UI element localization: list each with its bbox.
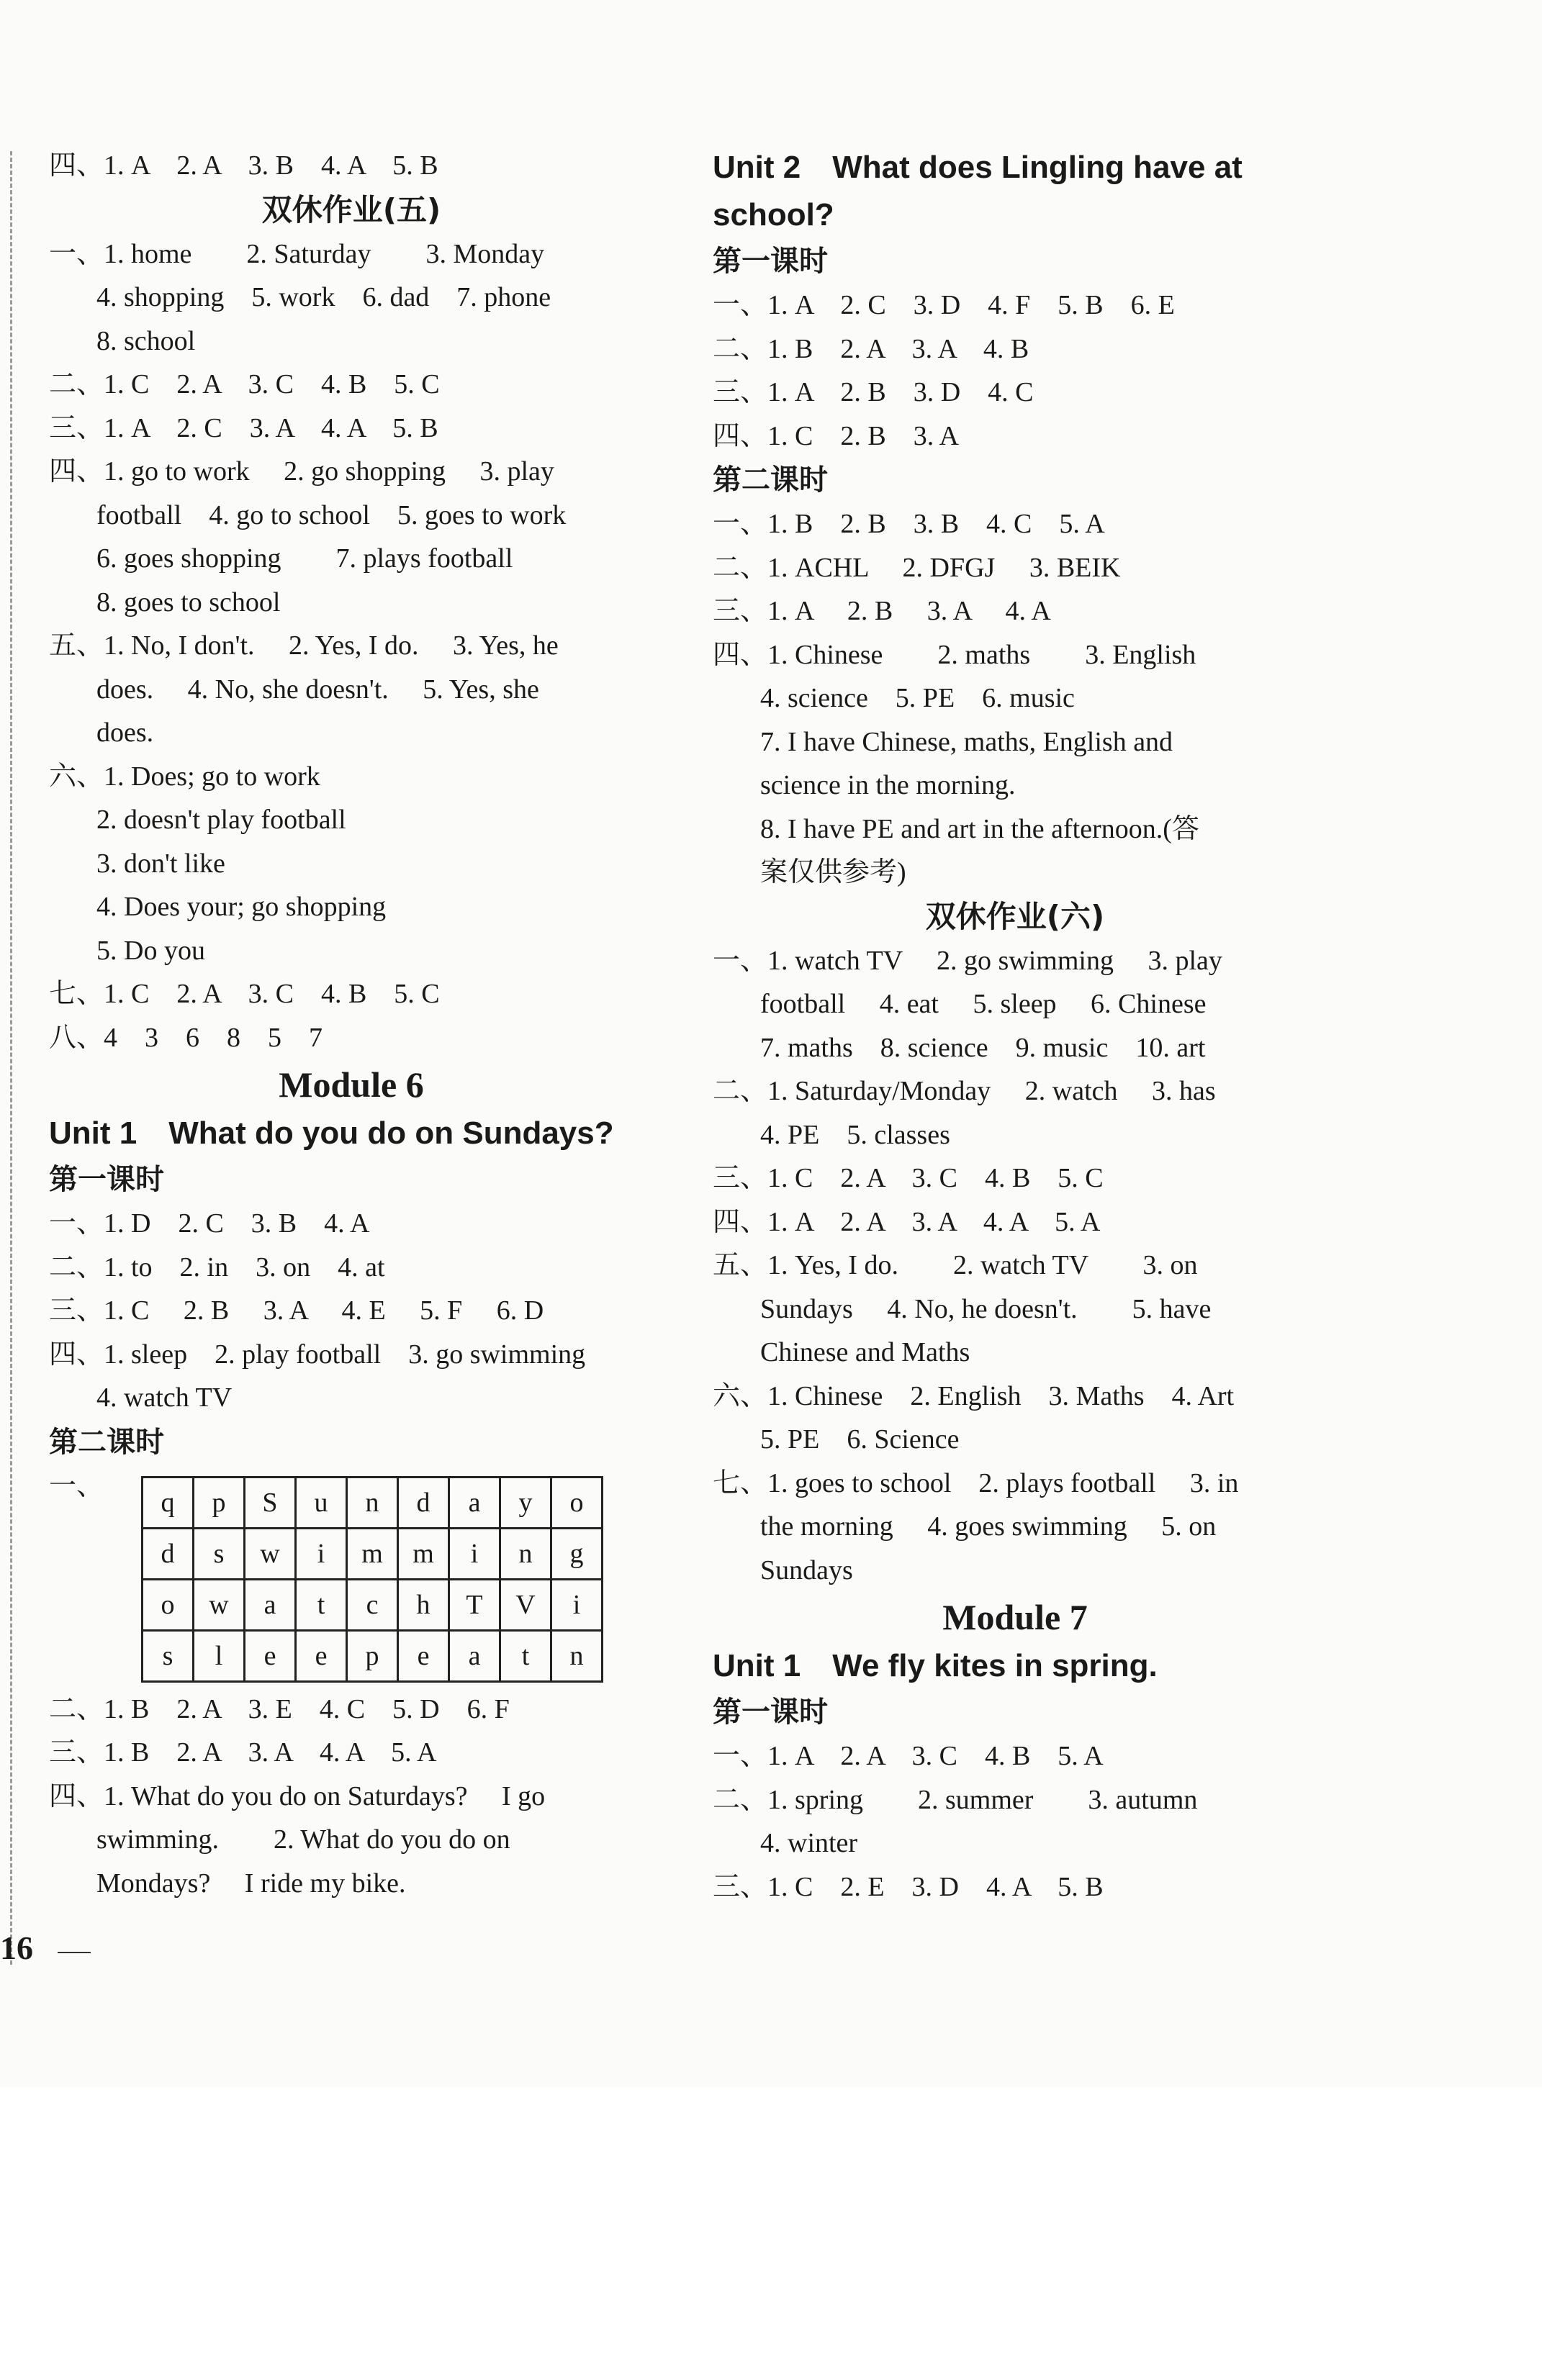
word-search-cell: t [500, 1630, 551, 1681]
unit-2-title-line-1: Unit 2 What does Lingling have at [713, 150, 1243, 185]
answers-block [713, 1734, 1317, 1909]
answer-line: does. 4. No, she doesn't. 5. Yes, she [96, 674, 539, 705]
answer-line: 三、1. C 2. B 3. A 4. E 5. F 6. D [49, 1295, 544, 1326]
answer-line: Chinese and Maths [760, 1337, 970, 1367]
word-search-cell: n [500, 1528, 551, 1579]
answer-line: 五、1. No, I don't. 2. Yes, I do. 3. Yes, he [49, 630, 559, 661]
answer-line: 四、1. Chinese 2. maths 3. English [713, 639, 1196, 670]
answer-line: football 4. eat 5. sleep 6. Chinese [760, 989, 1207, 1019]
answers-block [713, 502, 1317, 895]
answer-line: swimming. 2. What do you do on [96, 1824, 510, 1855]
answer-line: 八、4 3 6 8 5 7 [49, 1022, 323, 1053]
word-search-cell: a [245, 1579, 296, 1630]
word-search-label: 一、 [49, 1470, 104, 1501]
word-search-cell: g [551, 1528, 603, 1579]
answer-line: 3. don't like [96, 848, 225, 879]
word-search-cell: w [194, 1579, 245, 1630]
unit-1-title: Unit 1 What do you do on Sundays? [49, 1116, 614, 1151]
answer-line: 7. I have Chinese, maths, English and [760, 726, 1173, 757]
answer-line: 4. winter [760, 1828, 858, 1858]
answer-line: Mondays? I ride my bike. [96, 1868, 406, 1899]
answer-line: 二、1. B 2. A 3. E 4. C 5. D 6. F [49, 1693, 510, 1724]
answer-line: 七、1. C 2. A 3. C 4. B 5. C [49, 979, 440, 1009]
word-search-cell: i [551, 1579, 603, 1630]
answer-line: 一、1. B 2. B 3. B 4. C 5. A [713, 509, 1105, 539]
page-number-dash [58, 1952, 91, 1953]
unit-2-title-line-2: school? [713, 197, 834, 232]
word-search-cell: S [245, 1477, 296, 1528]
answer-line: 四、1. A 2. A 3. A 4. A 5. A [713, 1206, 1101, 1237]
answer-line: 一、1. home 2. Saturday 3. Monday [49, 238, 545, 269]
answer-line: the morning 4. goes swimming 5. on [760, 1511, 1217, 1542]
answer-line: 二、1. B 2. A 3. A 4. B [713, 333, 1029, 364]
word-search-cell: s [143, 1630, 194, 1681]
answers-block [49, 1202, 654, 1420]
answer-line: 三、1. C 2. A 3. C 4. B 5. C [713, 1163, 1104, 1193]
answer-line: 三、1. A 2. B 3. D 4. C [713, 377, 1034, 407]
answer-line: 4. science 5. PE 6. music [760, 683, 1075, 713]
answer-line: 4. PE 5. classes [760, 1119, 950, 1150]
word-search-cell: o [551, 1477, 603, 1528]
word-search-cell: p [194, 1477, 245, 1528]
word-search-cell: e [245, 1630, 296, 1681]
answer-line: 6. goes shopping 7. plays football [96, 543, 513, 574]
word-search-cell: q [143, 1477, 194, 1528]
answers-block [713, 939, 1317, 1593]
word-search-cell: d [398, 1477, 449, 1528]
answer-line: 四、1. sleep 2. play football 3. go swimming [49, 1339, 586, 1370]
answers-block [49, 232, 654, 1060]
answer-line: 二、1. C 2. A 3. C 4. B 5. C [49, 369, 440, 399]
word-search-cell: p [347, 1630, 398, 1681]
answers-block [49, 144, 654, 188]
answer-line: 六、1. Does; go to work [49, 761, 320, 792]
answer-line: Sundays [760, 1555, 853, 1585]
answer-line: 4. Does your; go shopping [96, 892, 387, 922]
word-search-cell: T [449, 1579, 500, 1630]
word-search-cell: a [449, 1630, 500, 1681]
word-search-cell: n [551, 1630, 603, 1681]
word-search-row [143, 1579, 603, 1630]
word-search-row [143, 1477, 603, 1528]
answer-line: 案仅供参考) [760, 857, 906, 887]
word-search-cell: o [143, 1579, 194, 1630]
answer-line: 二、1. to 2. in 3. on 4. at [49, 1252, 385, 1282]
word-search-cell: s [194, 1528, 245, 1579]
word-search-cell: t [296, 1579, 347, 1630]
answer-line: 一、1. D 2. C 3. B 4. A [49, 1208, 370, 1239]
answer-line: Sundays 4. No, he doesn't. 5. have [760, 1293, 1212, 1324]
answers-block [713, 284, 1317, 458]
word-search-cell: u [296, 1477, 347, 1528]
answer-line: 5. Do you [96, 935, 205, 966]
answer-line: 三、1. C 2. E 3. D 4. A 5. B [713, 1871, 1104, 1902]
module-6-title: Module 6 [279, 1064, 424, 1105]
answer-line: 七、1. goes to school 2. plays football 3. in [713, 1467, 1239, 1498]
weekend-homework-5-title: 双休作业(五) [261, 191, 441, 227]
answer-line: science in the morning. [760, 770, 1016, 800]
right-column [713, 144, 1317, 1909]
answer-line: 四、1. What do you do on Saturdays? I go [49, 1781, 546, 1811]
word-search-cell: w [245, 1528, 296, 1579]
word-search-section [49, 1465, 654, 1688]
answer-line: does. [96, 718, 154, 748]
left-column [49, 144, 654, 1905]
word-search-cell: l [194, 1630, 245, 1681]
answer-line: 4. watch TV [96, 1383, 233, 1413]
word-search-cell: c [347, 1579, 398, 1630]
word-search-cell: d [143, 1528, 194, 1579]
answer-line: football 4. go to school 5. goes to work [96, 499, 567, 530]
answer-line: 二、1. ACHL 2. DFGJ 3. BEIK [713, 552, 1121, 583]
answer-line: 三、1. A 2. B 3. A 4. A [713, 596, 1051, 626]
answer-line: 三、1. A 2. C 3. A 4. A 5. B [49, 412, 438, 443]
answer-line: 一、1. A 2. C 3. D 4. F 5. B 6. E [713, 290, 1175, 320]
word-search-cell: e [296, 1630, 347, 1681]
unit-1-title: Unit 1 We fly kites in spring. [713, 1648, 1158, 1683]
word-search-cell: m [398, 1528, 449, 1579]
word-search-cell: m [347, 1528, 398, 1579]
module-7-title: Module 7 [942, 1597, 1088, 1637]
lesson-1-title: 第一课时 [713, 245, 828, 278]
word-search-cell: i [296, 1528, 347, 1579]
word-search-cell: i [449, 1528, 500, 1579]
answer-line: 三、1. B 2. A 3. A 4. A 5. A [49, 1737, 437, 1768]
answer-line: 一、1. watch TV 2. go swimming 3. play [713, 945, 1222, 976]
answer-line: 5. PE 6. Science [760, 1424, 960, 1454]
answer-line: 7. maths 8. science 9. music 10. art [760, 1032, 1206, 1063]
answer-line: 四、1. go to work 2. go shopping 3. play [49, 456, 554, 487]
answer-line: 二、1. Saturday/Monday 2. watch 3. has [713, 1076, 1216, 1106]
answer-line: 五、1. Yes, I do. 2. watch TV 3. on [713, 1250, 1198, 1280]
answer-line: 四、1. C 2. B 3. A [713, 420, 960, 451]
word-search-cell: n [347, 1477, 398, 1528]
weekend-homework-6-title: 双休作业(六) [925, 898, 1105, 934]
answer-line: 四、1. A 2. A 3. B 4. A 5. B [49, 150, 438, 181]
answer-line: 8. goes to school [96, 587, 281, 617]
answers-block [49, 1688, 654, 1906]
lesson-1-title: 第一课时 [49, 1163, 164, 1196]
lesson-2-title: 第二课时 [713, 463, 828, 497]
word-search-cell: e [398, 1630, 449, 1681]
answer-line: 六、1. Chinese 2. English 3. Maths 4. Art [713, 1380, 1235, 1411]
word-search-grid [141, 1476, 603, 1683]
answer-line: 8. I have PE and art in the afternoon.(答 [760, 813, 1199, 844]
word-search-cell: h [398, 1579, 449, 1630]
page-number: 16 [0, 1929, 33, 1966]
answer-line: 8. school [96, 325, 196, 356]
lesson-2-title: 第二课时 [49, 1425, 164, 1459]
word-search-row [143, 1630, 603, 1681]
word-search-cell: V [500, 1579, 551, 1630]
word-search-row [143, 1528, 603, 1579]
answer-line: 一、1. A 2. A 3. C 4. B 5. A [713, 1741, 1104, 1771]
word-search-cell: y [500, 1477, 551, 1528]
answer-line: 2. doesn't play football [96, 805, 346, 835]
word-search-cell: a [449, 1477, 500, 1528]
binding-dashed-line [10, 151, 12, 1965]
answer-line: 二、1. spring 2. summer 3. autumn [713, 1784, 1198, 1815]
lesson-1-title: 第一课时 [713, 1696, 828, 1729]
answer-line: 4. shopping 5. work 6. dad 7. phone [96, 282, 551, 312]
